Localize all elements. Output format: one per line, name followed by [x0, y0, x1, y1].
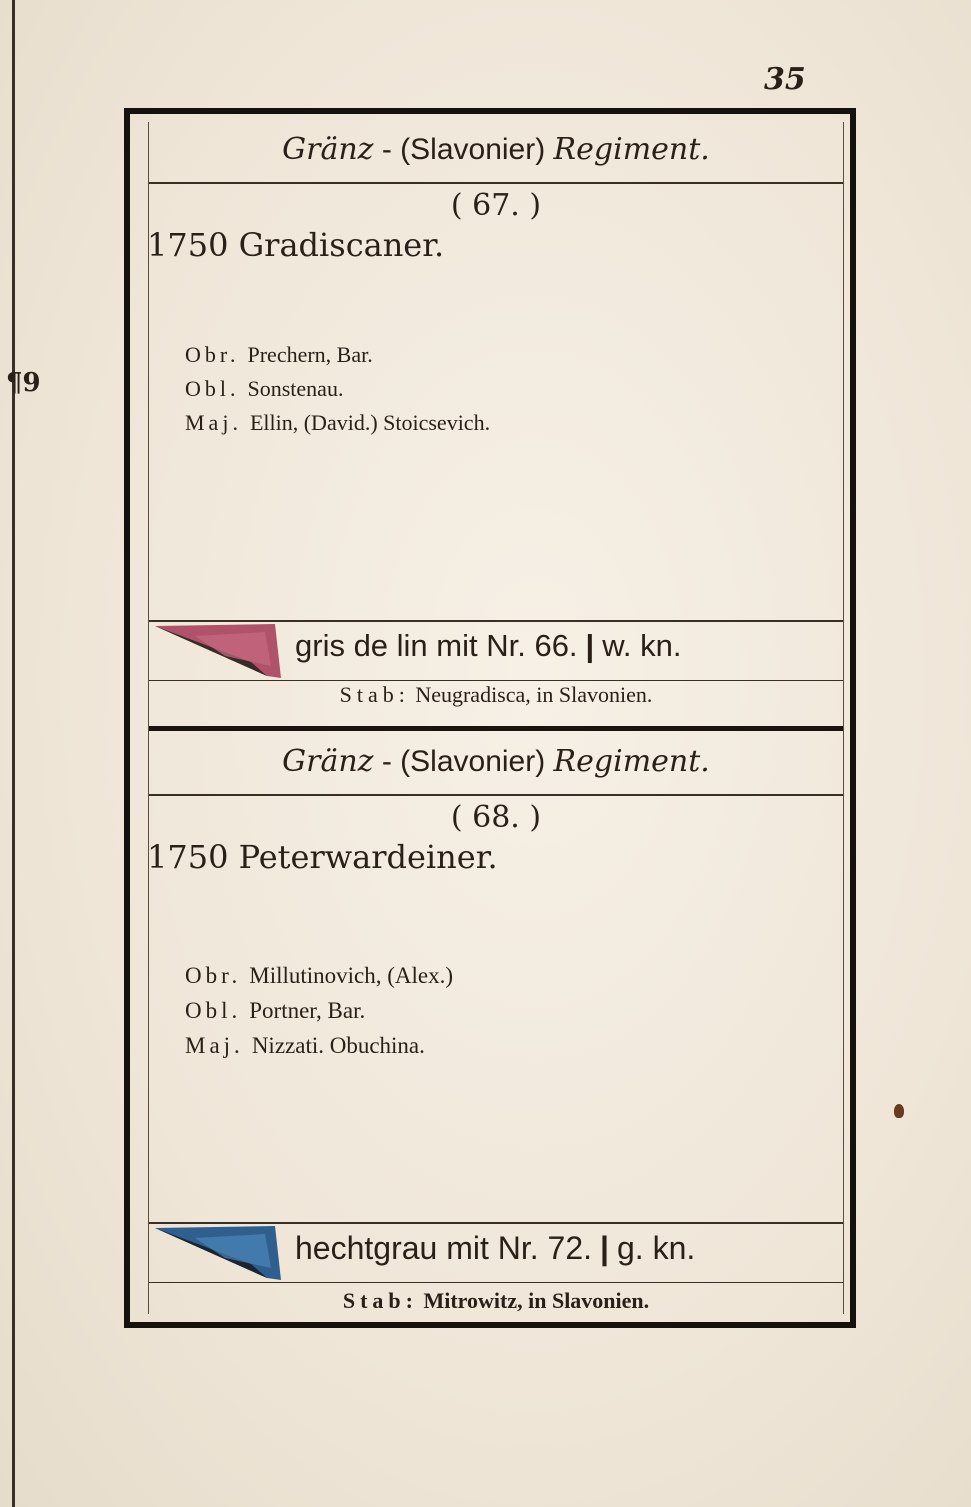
facing-text-line [295, 628, 682, 664]
regiment-number: ( 67. ) [450, 188, 542, 223]
officer-list [185, 958, 453, 1063]
regiment-frame [124, 108, 856, 1328]
regiment-entry-67 [149, 122, 843, 726]
officer-row [185, 338, 490, 372]
stab-location: Neugradisca, in Slavonien. [415, 682, 653, 707]
regiment-name-line [147, 226, 444, 264]
officer-row [185, 958, 453, 993]
regiment-entry-68 [149, 734, 843, 1330]
regiment-number: ( 68. ) [450, 800, 542, 835]
founding-year: 1750 [147, 226, 229, 264]
officer-name: Nizzati. Obuchina. [251, 1033, 425, 1058]
officer-rank: Maj. [185, 1033, 244, 1058]
facing-text: gris de lin mit Nr. 66. [295, 628, 578, 663]
header-prefix: Gränz [282, 132, 374, 167]
buttons-text: g. kn. [616, 1230, 696, 1266]
facing-text: hechtgrau mit Nr. 72. [295, 1230, 593, 1266]
officer-rank: Obl. [185, 376, 240, 401]
header-suffix: Regiment. [553, 744, 710, 779]
facing-row [149, 1222, 843, 1283]
margin-mark: ¶9 [6, 368, 41, 398]
officer-name: Sonstenau. [247, 376, 344, 401]
stab-line [149, 682, 843, 708]
officer-row [185, 406, 490, 440]
facing-text-line [295, 1230, 695, 1267]
officer-row [185, 993, 453, 1028]
flag-pennant-icon [155, 1224, 285, 1280]
stab-line [149, 1288, 843, 1314]
header-middle: - (Slavonier) [373, 133, 554, 166]
header-prefix: Gränz [282, 744, 374, 779]
frame-inner [148, 122, 844, 1314]
officer-rank: Obl. [185, 998, 242, 1023]
officer-row [185, 1028, 453, 1063]
regiment-name: Peterwardeiner. [238, 838, 498, 876]
entry-header [149, 122, 843, 184]
officer-row [185, 372, 490, 406]
header-suffix: Regiment. [553, 132, 710, 167]
stab-label: Stab: [339, 682, 410, 707]
regiment-name: Gradiscaner. [238, 226, 445, 264]
officer-list [185, 338, 490, 440]
header-middle: - (Slavonier) [373, 745, 554, 778]
flag-pennant-icon [155, 622, 285, 678]
buttons-text: w. kn. [602, 628, 682, 663]
entry-header [149, 734, 843, 796]
facing-separator: | [585, 628, 595, 663]
officer-name: Millutinovich, (Alex.) [249, 963, 454, 988]
stab-location: Mitrowitz, in Slavonien. [423, 1288, 650, 1313]
section-divider [149, 726, 843, 731]
officer-rank: Maj. [185, 410, 242, 435]
founding-year: 1750 [147, 838, 229, 876]
ink-spot [894, 1104, 904, 1118]
officer-name: Portner, Bar. [249, 998, 366, 1023]
facing-row [149, 620, 843, 681]
page-number: 35 [764, 62, 806, 97]
facing-separator: | [600, 1230, 609, 1266]
officer-name: Prechern, Bar. [247, 342, 373, 367]
officer-rank: Obr. [185, 342, 240, 367]
officer-rank: Obr. [185, 963, 242, 988]
stab-label: Stab: [342, 1288, 418, 1313]
officer-name: Ellin, (David.) Stoicsevich. [249, 410, 491, 435]
page-gutter-line [12, 0, 15, 1507]
regiment-name-line [147, 838, 498, 876]
